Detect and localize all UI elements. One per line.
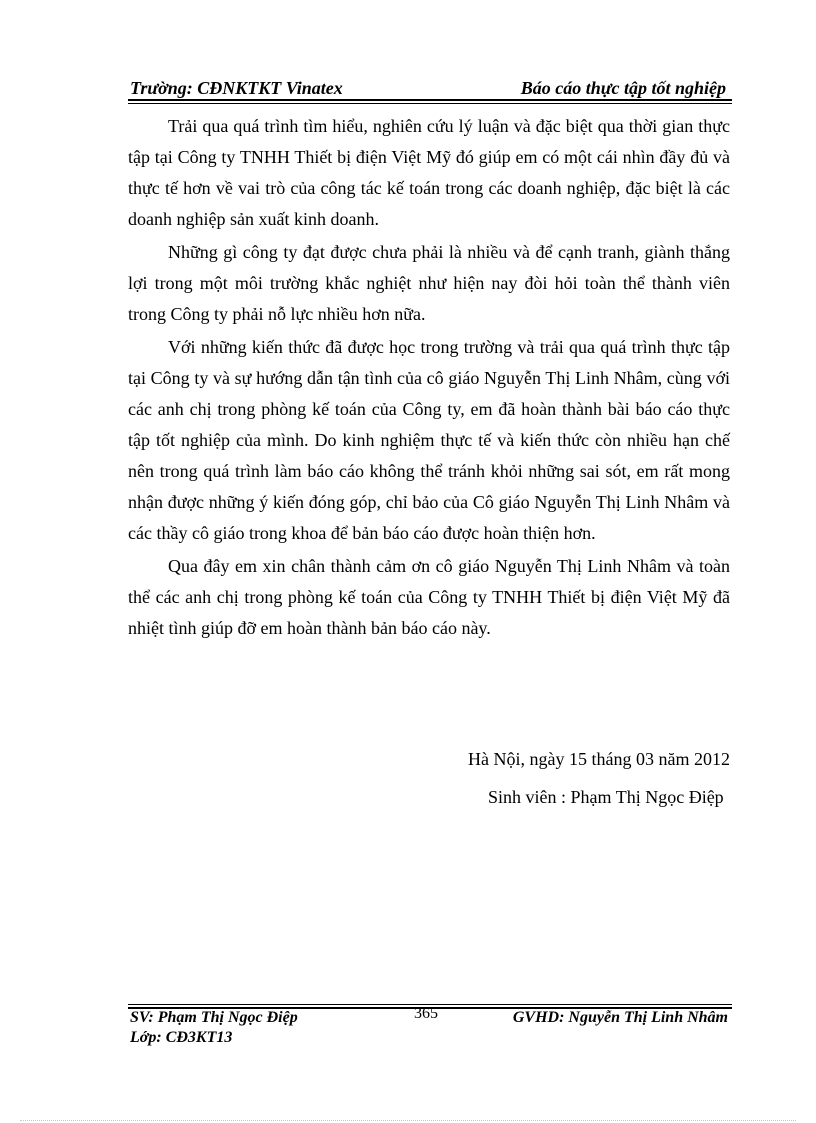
paragraph-3: Với những kiến thức đã được học trong trường và trải qua quá trình thực tập tại Công ty và sự hướng dẫn tận tình của cô giáo Nguyễn Thị Linh Nhâm, cùng với các anh chị trong phòng kế toán của Công ty, em đã hoàn thành bài báo cáo thực tập tốt nghiệp của mình. Do kinh nghiệm thực tế và kiến thức còn nhiều hạn chế nên trong quá trình làm báo cáo không thể tránh khỏi những sai sót, em rất mong nhận được những ý kiến đóng góp, chỉ bảo của Cô giáo Nguyễn Thị Linh Nhâm và các thầy cô giáo trong khoa để bản báo cáo được hoàn thiện hơn. (128, 337, 730, 543)
paragraph-1: Trải qua quá trình tìm hiểu, nghiên cứu lý luận và đặc biệt qua thời gian thực tập tại Công ty TNHH Thiết bị điện Việt Mỹ đó giúp em có một cái nhìn đầy đủ và thực tế hơn về vai trò của công tác kế toán trong các doanh nghiệp, đặc biệt là các doanh nghiệp sản xuất kinh doanh. (128, 116, 730, 229)
page-footer (128, 1007, 732, 1057)
header-rule-thin (128, 103, 732, 104)
page-header (128, 76, 732, 100)
header-report-title: Báo cáo thực tập tốt nghiệp (520, 78, 726, 98)
header-school: Trường: CĐNKTKT Vinatex (130, 78, 343, 98)
signature-date: Hà Nội, ngày 15 tháng 03 năm 2012 (468, 749, 730, 769)
signature-block (468, 740, 730, 816)
paragraph-2: Những gì công ty đạt được chưa phải là nhiều và để cạnh tranh, giành thắng lợi trong một môi trường khắc nghiệt như hiện nay đòi hỏi toàn thể thành viên trong Công ty phải nỗ lực nhiều hơn nữa. (128, 242, 730, 324)
header-rule (128, 99, 732, 101)
footer-student: SV: Phạm Thị Ngọc Điệp (130, 1009, 298, 1026)
paragraph-4: Qua đây em xin chân thành cảm ơn cô giáo Nguyễn Thị Linh Nhâm và toàn thể các anh chị trong phòng kế toán của Công ty TNHH Thiết bị điện Việt Mỹ đã nhiệt tình giúp đỡ em hoàn thành bản báo cáo này. (128, 556, 730, 638)
footer-advisor: GVHD: Nguyễn Thị Linh Nhâm (512, 1009, 728, 1026)
body-text (128, 111, 730, 646)
page-number: 365 (414, 1005, 438, 1022)
footer-class: Lớp: CĐ3KT13 (130, 1029, 233, 1046)
page-edge-divider (20, 1120, 796, 1121)
signature-student: Sinh viên : Phạm Thị Ngọc Điệp (488, 787, 724, 807)
